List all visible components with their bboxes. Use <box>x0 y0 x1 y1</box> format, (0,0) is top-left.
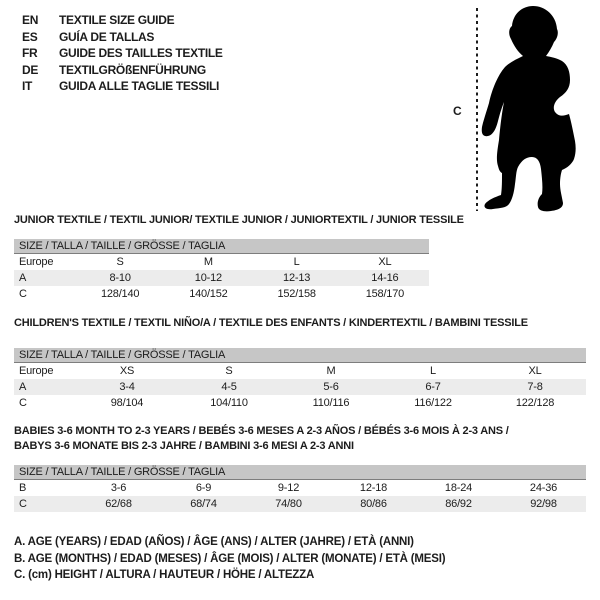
height-cell: 98/104 <box>110 397 144 409</box>
baby-silhouette-icon <box>481 0 600 214</box>
age-cell: 18-24 <box>444 482 473 494</box>
junior-size-table <box>14 239 429 302</box>
language-code: DE <box>22 62 39 77</box>
age-cell: 10-12 <box>194 272 222 284</box>
junior-section-title: JUNIOR TEXTILE / TEXTIL JUNIOR/ TEXTILE JUNIOR / JUNIORTEXTIL / JUNIOR TESSILE <box>14 214 464 226</box>
age-cell: 6-9 <box>195 482 212 494</box>
measurement-legend <box>14 534 445 584</box>
size-cell: M <box>203 256 213 268</box>
height-cell: 152/158 <box>277 288 316 300</box>
language-code: FR <box>22 46 38 60</box>
babies-size-table <box>14 465 586 512</box>
size-cell: XL <box>378 256 392 268</box>
language-code: IT <box>22 79 33 93</box>
babies-title-line2: BABYS 3-6 MONATE BIS 2-3 JAHRE / BAMBINI 3-6 MESI A 2-3 ANNI <box>14 440 354 452</box>
height-cell: 140/152 <box>189 288 228 300</box>
height-cell: 68/74 <box>190 498 217 510</box>
table-row-height <box>14 395 586 411</box>
age-cell: 9-12 <box>277 482 300 494</box>
height-cell: 116/122 <box>414 397 452 409</box>
height-cell: 158/170 <box>365 288 405 300</box>
babies-title-line1: BABIES 3-6 MONTH TO 2-3 YEARS / BEBÉS 3-6 MESES A 2-3 AÑOS / BÉBÉS 3-6 MOIS À 2-3 ANS / <box>14 425 509 437</box>
height-cell: 74/80 <box>275 498 302 510</box>
row-label: C <box>19 397 27 409</box>
babies-section-title <box>14 424 509 454</box>
height-cell: 86/92 <box>445 498 472 510</box>
height-measure-label: C <box>453 104 462 118</box>
language-code: ES <box>22 29 38 44</box>
language-row-de <box>22 62 223 79</box>
height-cell: 80/86 <box>360 498 387 510</box>
size-cell: XS <box>119 365 135 377</box>
height-measure-dotted-line <box>476 8 478 211</box>
language-title: GUIDA ALLE TAGLIE TESSILI <box>59 79 220 93</box>
table-row-age-years <box>14 270 429 286</box>
size-header-bar: SIZE / TALLA / TAILLE / GRÖSSE / TAGLIA <box>14 239 429 254</box>
row-label: Europe <box>19 365 54 377</box>
size-header-bar: SIZE / TALLA / TAILLE / GRÖSSE / TAGLIA <box>14 465 586 480</box>
legend-age-months: B. AGE (MONTHS) / EDAD (MESES) / ÂGE (MOIS) / ALTER (MONATE) / ETÀ (MESI) <box>14 552 446 565</box>
age-cell: 3-4 <box>119 381 135 393</box>
size-cell: S <box>225 365 233 377</box>
language-title: GUÍA DE TALLAS <box>59 29 155 44</box>
table-row-height <box>14 496 586 512</box>
children-section-title: CHILDREN'S TEXTILE / TEXTIL NIÑO/A / TEXTILE DES ENFANTS / KINDERTEXTIL / BAMBINI TESSILE <box>14 317 528 329</box>
table-row-age-months <box>14 480 586 496</box>
age-cell: 14-16 <box>371 272 399 284</box>
size-cell: L <box>293 256 300 268</box>
size-cell: S <box>116 256 124 268</box>
age-cell: 12-18 <box>359 482 388 494</box>
language-title: TEXTILGRÖßENFÜHRUNG <box>59 62 206 77</box>
legend-height: C. (cm) HEIGHT / ALTURA / HAUTEUR / HÖHE / ALTEZZA <box>14 569 315 581</box>
age-cell: 24-36 <box>529 482 558 494</box>
table-row-europe <box>14 254 429 270</box>
row-label: C <box>19 498 27 510</box>
language-row-fr <box>22 45 223 62</box>
language-row-it <box>22 78 223 95</box>
row-label: A <box>19 272 27 284</box>
table-row-age-years <box>14 379 586 395</box>
language-title: TEXTILE SIZE GUIDE <box>59 13 175 27</box>
age-cell: 3-6 <box>110 482 127 494</box>
language-row-es <box>22 29 223 46</box>
age-cell: 4-5 <box>221 381 237 393</box>
height-cell: 62/68 <box>105 498 132 510</box>
row-label: B <box>19 482 27 494</box>
language-title: GUIDE DES TAILLES TEXTILE <box>59 46 223 60</box>
age-cell: 6-7 <box>425 381 441 393</box>
row-label: Europe <box>19 256 54 268</box>
language-code: EN <box>22 13 39 27</box>
row-label: C <box>19 288 27 300</box>
legend-age-years: A. AGE (YEARS) / EDAD (AÑOS) / ÂGE (ANS) / ALTER (JAHRE) / ETÀ (ANNI) <box>14 536 414 548</box>
size-header-bar: SIZE / TALLA / TAILLE / GRÖSSE / TAGLIA <box>14 348 586 363</box>
age-cell: 7-8 <box>527 381 543 393</box>
table-row-europe <box>14 363 586 379</box>
row-label: A <box>19 381 27 393</box>
size-cell: XL <box>528 365 542 377</box>
height-cell: 104/110 <box>210 397 248 409</box>
size-cell: M <box>326 365 336 377</box>
table-row-height <box>14 286 429 302</box>
age-cell: 12-13 <box>283 272 311 284</box>
height-cell: 92/98 <box>530 498 557 510</box>
children-size-table <box>14 348 586 411</box>
age-cell: 5-6 <box>323 381 339 393</box>
height-cell: 122/128 <box>515 397 555 409</box>
height-cell: 110/116 <box>312 397 350 409</box>
age-cell: 8-10 <box>109 272 131 284</box>
language-title-list <box>22 12 223 95</box>
size-cell: L <box>430 365 436 377</box>
height-cell: 128/140 <box>100 288 140 300</box>
language-row-en <box>22 12 223 29</box>
